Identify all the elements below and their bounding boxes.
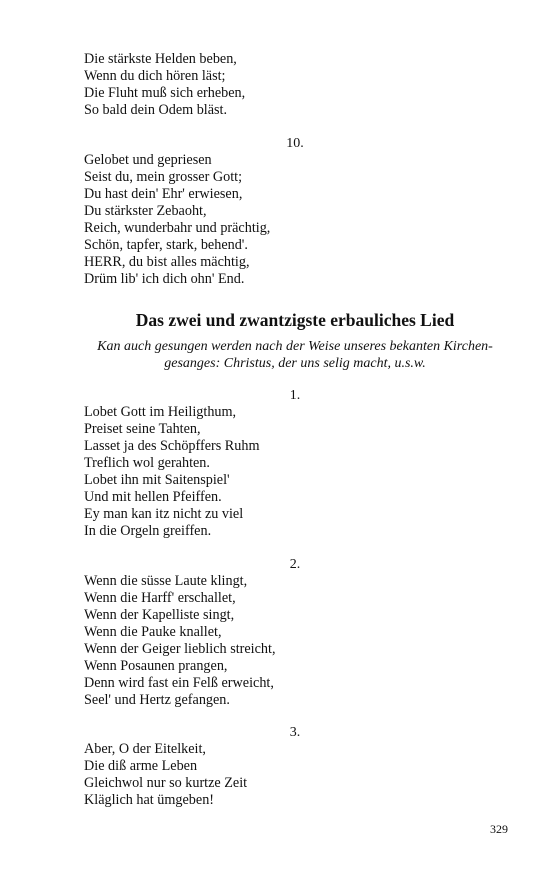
stanza-number: 2.	[289, 557, 301, 572]
verse-line: Reich, wunderbahr und prächtig,	[84, 220, 271, 236]
stanza-number: 1.	[289, 388, 301, 403]
verse-line: Und mit hellen Pfeiffen.	[84, 489, 222, 505]
verse-line: HERR, du bist alles mächtig,	[84, 254, 250, 270]
verse-line: Wenn die Harff' erschallet,	[84, 590, 236, 606]
verse-line: Du hast dein' Ehr' erwiesen,	[84, 186, 243, 202]
verse-line: In die Orgeln greiffen.	[84, 523, 212, 539]
song-title: Das zwei und zwantzigste erbauliches Lied	[135, 310, 455, 330]
verse-line: Gleichwol nur so kurtze Zeit	[84, 775, 248, 791]
verse-line: Wenn die süsse Laute klingt,	[84, 573, 248, 589]
verse-line: Wenn die Pauke knallet,	[84, 624, 222, 640]
verse-line: Wenn Posaunen prangen,	[84, 658, 228, 674]
verse-line: Gelobet und gepriesen	[84, 152, 212, 168]
stanza-number: 10.	[286, 136, 304, 151]
verse-line: Ey man kan itz nicht zu viel	[84, 506, 244, 522]
song-subtitle-line-1: Kan auch gesungen werden nach der Weise unseres bekanten Kirchen-	[97, 339, 493, 354]
verse-line: Wenn der Kapelliste singt,	[84, 607, 235, 623]
verse-line: So bald dein Odem bläst.	[84, 102, 228, 118]
verse-line: Denn wird fast ein Felß erweicht,	[84, 675, 274, 691]
verse-line: Die stärkste Helden beben,	[84, 51, 237, 67]
verse-line: Lobet ihn mit Saitenspiel'	[84, 472, 230, 488]
verse-line: Seist du, mein grosser Gott;	[84, 169, 243, 185]
verse-line: Wenn du dich hören läst;	[84, 68, 226, 84]
verse-line: Wenn der Geiger lieblich streicht,	[84, 641, 276, 657]
stanza-number: 3.	[289, 725, 301, 740]
verse-line: Du stärkster Zebaoht,	[84, 203, 207, 219]
song-subtitle-line-2: gesanges: Christus, der uns selig macht, u.s.w.	[164, 356, 426, 371]
verse-line: Aber, O der Eitelkeit,	[84, 741, 206, 757]
verse-line: Seel' und Hertz gefangen.	[84, 692, 230, 708]
page-number: 329	[490, 822, 508, 836]
verse-line: Schön, tapfer, stark, behend'.	[84, 237, 248, 253]
verse-line: Die Fluht muß sich erheben,	[84, 85, 246, 101]
verse-line: Kläglich hat ümgeben!	[84, 792, 215, 808]
verse-line: Die diß arme Leben	[84, 758, 198, 774]
verse-line: Drüm lib' ich dich ohn' End.	[84, 271, 245, 287]
verse-line: Lobet Gott im Heiligthum,	[84, 404, 237, 420]
verse-line: Preiset seine Tahten,	[84, 421, 201, 437]
verse-line: Lasset ja des Schöpffers Ruhm	[84, 438, 260, 454]
verse-line: Treflich wol gerahten.	[84, 455, 210, 471]
